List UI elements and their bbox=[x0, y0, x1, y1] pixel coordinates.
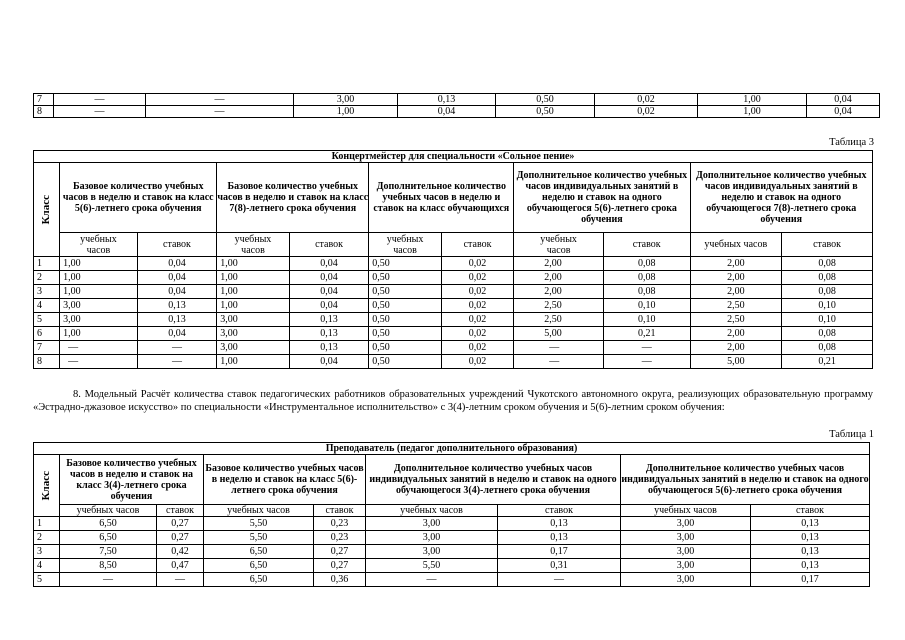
table-cell: 3,00 bbox=[366, 545, 498, 559]
table-cell: 0,42 bbox=[157, 545, 204, 559]
table-cell: 0,27 bbox=[157, 531, 204, 545]
table-3-caption: Таблица 3 bbox=[829, 137, 874, 148]
table-cell: — bbox=[498, 573, 621, 587]
table-cell: 0,04 bbox=[289, 355, 369, 369]
group-header: Базовое количество учебных часов в неделю и ставок на класс 5(6)-летнего срока обучения bbox=[60, 163, 217, 233]
class-cell: 8 bbox=[34, 355, 60, 369]
table-cell: 0,47 bbox=[157, 559, 204, 573]
table-cell: 0,36 bbox=[314, 573, 366, 587]
table-cell: — bbox=[60, 341, 138, 355]
class-label: Класс bbox=[40, 194, 53, 225]
class-cell: 3 bbox=[34, 545, 60, 559]
table-cell: 0,27 bbox=[314, 545, 366, 559]
table-1-caption: Таблица 1 bbox=[829, 429, 874, 440]
table-cell: 0,08 bbox=[603, 285, 690, 299]
table-cell: 2,50 bbox=[690, 299, 782, 313]
table-cell: 0,04 bbox=[289, 271, 369, 285]
table-cell: 0,08 bbox=[782, 341, 873, 355]
table-cell: 5,50 bbox=[204, 531, 314, 545]
group-header: Дополнительное количество учебных часов индивидуальных занятий в неделю и ставок на одного обучающегося 5(6)-летнего срока обучения bbox=[621, 455, 870, 505]
table-cell: — bbox=[146, 106, 294, 118]
table-cell: — bbox=[603, 355, 690, 369]
table-cell: — bbox=[146, 94, 294, 106]
table-cell: — bbox=[137, 355, 217, 369]
table-cell: 3,00 bbox=[621, 573, 751, 587]
table-cell: 3,00 bbox=[621, 531, 751, 545]
subheader-rate: ставок bbox=[441, 233, 514, 257]
table-cell: 1,00 bbox=[294, 106, 398, 118]
table-cell: 1,00 bbox=[217, 257, 290, 271]
table-cell: 0,04 bbox=[137, 257, 217, 271]
table-cell: 0,50 bbox=[369, 327, 442, 341]
table-cell: 0,04 bbox=[807, 94, 880, 106]
class-cell: 5 bbox=[34, 573, 60, 587]
table-cell: 0,23 bbox=[314, 531, 366, 545]
table-cell: 6,50 bbox=[60, 517, 157, 531]
table-cell: 0,27 bbox=[157, 517, 204, 531]
table-cell: 0,13 bbox=[137, 313, 217, 327]
table-cell: 6,50 bbox=[60, 531, 157, 545]
subheader-rate: ставок bbox=[498, 505, 621, 517]
table-row bbox=[34, 106, 880, 118]
table-cell: 0,02 bbox=[441, 271, 514, 285]
table-cell: 0,13 bbox=[751, 559, 870, 573]
continuation-table bbox=[33, 93, 880, 118]
table-cell: 1,00 bbox=[60, 285, 138, 299]
table-title: Концертмейстер для специальности «Сольное пение» bbox=[34, 151, 873, 163]
table-cell: 3,00 bbox=[621, 559, 751, 573]
table-cell: 0,08 bbox=[782, 327, 873, 341]
table-cell: 0,13 bbox=[289, 341, 369, 355]
table-cell: 5,50 bbox=[366, 559, 498, 573]
table-cell: — bbox=[514, 341, 604, 355]
table-cell: 2,00 bbox=[690, 285, 782, 299]
class-cell: 5 bbox=[34, 313, 60, 327]
table-cell: 8,50 bbox=[60, 559, 157, 573]
class-cell: 2 bbox=[34, 271, 60, 285]
table-cell: 0,08 bbox=[603, 257, 690, 271]
table-cell: 0,50 bbox=[369, 355, 442, 369]
table-cell: 0,08 bbox=[782, 285, 873, 299]
class-cell: 4 bbox=[34, 299, 60, 313]
table-cell: 1,00 bbox=[60, 271, 138, 285]
table-cell: 2,00 bbox=[514, 257, 604, 271]
subheader-hours: учебных часов bbox=[204, 505, 314, 517]
table-cell: 0,04 bbox=[137, 285, 217, 299]
subheader-rate: ставок bbox=[314, 505, 366, 517]
table-cell: 0,50 bbox=[496, 106, 595, 118]
table-cell: 2,50 bbox=[514, 313, 604, 327]
subheader-rate: ставок bbox=[603, 233, 690, 257]
table-cell: 0,10 bbox=[603, 313, 690, 327]
class-cell: 6 bbox=[34, 327, 60, 341]
group-header: Дополнительное количество учебных часов в неделю и ставок на класс обучающихся bbox=[369, 163, 514, 233]
table-cell: 0,02 bbox=[441, 327, 514, 341]
table-cell: 3,00 bbox=[217, 327, 290, 341]
subheader-hours: учебных часов bbox=[60, 233, 138, 257]
table-cell: 0,13 bbox=[137, 299, 217, 313]
table-cell: 0,31 bbox=[498, 559, 621, 573]
table-cell: — bbox=[157, 573, 204, 587]
table-cell: 0,10 bbox=[782, 299, 873, 313]
table-cell: — bbox=[60, 573, 157, 587]
table-cell: 0,50 bbox=[369, 257, 442, 271]
table-cell: 2,00 bbox=[690, 271, 782, 285]
subheader-hours: учебных часов bbox=[621, 505, 751, 517]
table-cell: 3,00 bbox=[294, 94, 398, 106]
subheader-rate: ставок bbox=[289, 233, 369, 257]
table-cell: 0,08 bbox=[603, 271, 690, 285]
table-cell: 0,17 bbox=[751, 573, 870, 587]
table-cell: 3,00 bbox=[60, 313, 138, 327]
table-row bbox=[34, 531, 870, 545]
table-cell: 0,13 bbox=[289, 327, 369, 341]
table-cell: 5,50 bbox=[204, 517, 314, 531]
table-cell: 0,50 bbox=[369, 299, 442, 313]
table-cell: 0,04 bbox=[289, 299, 369, 313]
table-cell: 3,00 bbox=[621, 517, 751, 531]
subheader-rate: ставок bbox=[782, 233, 873, 257]
table-cell: 2,00 bbox=[514, 271, 604, 285]
table-cell: — bbox=[514, 355, 604, 369]
table-cell: 2,00 bbox=[690, 257, 782, 271]
table-cell: 0,13 bbox=[398, 94, 496, 106]
class-cell: 2 bbox=[34, 531, 60, 545]
subheader-rate: ставок bbox=[751, 505, 870, 517]
table-cell: 5,00 bbox=[690, 355, 782, 369]
table-cell: 2,00 bbox=[514, 285, 604, 299]
group-header: Базовое количество учебных часов в неделю и ставок на класс 3(4)-летнего срока обучения bbox=[60, 455, 204, 505]
subheader-hours: учебных часов bbox=[366, 505, 498, 517]
class-cell: 4 bbox=[34, 559, 60, 573]
table-row bbox=[34, 545, 870, 559]
table-cell: 1,00 bbox=[217, 271, 290, 285]
table-cell: 0,02 bbox=[441, 299, 514, 313]
table-row bbox=[34, 257, 873, 271]
table-cell: 0,04 bbox=[289, 257, 369, 271]
table-cell: 0,04 bbox=[137, 327, 217, 341]
table-cell: 0,04 bbox=[289, 285, 369, 299]
subheader-hours: учебных часов bbox=[369, 233, 442, 257]
table-cell: 1,00 bbox=[217, 285, 290, 299]
table-cell: 3,00 bbox=[621, 545, 751, 559]
table-cell: 0,13 bbox=[751, 531, 870, 545]
table-cell: 0,13 bbox=[498, 531, 621, 545]
table-cell: 0,02 bbox=[595, 106, 698, 118]
table-cell: 0,02 bbox=[441, 257, 514, 271]
table-cell: 0,04 bbox=[398, 106, 496, 118]
table-cell: 0,10 bbox=[603, 299, 690, 313]
table-cell: — bbox=[60, 355, 138, 369]
table-row bbox=[34, 271, 873, 285]
class-cell: 7 bbox=[34, 94, 54, 106]
table-cell: 1,00 bbox=[60, 257, 138, 271]
table-cell: 3,00 bbox=[60, 299, 138, 313]
subheader-hours: учебных часов bbox=[690, 233, 782, 257]
table-cell: 1,00 bbox=[698, 106, 807, 118]
table-cell: 0,04 bbox=[807, 106, 880, 118]
table-row bbox=[34, 341, 873, 355]
table-cell: 3,00 bbox=[366, 531, 498, 545]
table-cell: — bbox=[366, 573, 498, 587]
table-cell: — bbox=[603, 341, 690, 355]
table-cell: 0,04 bbox=[137, 271, 217, 285]
table-cell: 1,00 bbox=[217, 299, 290, 313]
group-header: Базовое количество учебных часов в неделю и ставок на класс 5(6)-летнего срока обучения bbox=[204, 455, 366, 505]
table-title: Преподаватель (педагог дополнительного образования) bbox=[34, 443, 870, 455]
table-cell: — bbox=[54, 106, 146, 118]
group-header: Дополнительное количество учебных часов индивидуальных занятий в неделю и ставок на одного обучающегося 7(8)-летнего срока обучения bbox=[690, 163, 873, 233]
table-cell: 0,13 bbox=[289, 313, 369, 327]
table-cell: 0,17 bbox=[498, 545, 621, 559]
table-cell: 0,02 bbox=[595, 94, 698, 106]
table-row bbox=[34, 517, 870, 531]
table-cell: 0,21 bbox=[603, 327, 690, 341]
subheader-hours: учебных часов bbox=[217, 233, 290, 257]
table-cell: 6,50 bbox=[204, 545, 314, 559]
table-cell: 0,23 bbox=[314, 517, 366, 531]
table-row bbox=[34, 355, 873, 369]
table-cell: 3,00 bbox=[217, 341, 290, 355]
group-header: Дополнительное количество учебных часов индивидуальных занятий в неделю и ставок на одного обучающегося 3(4)-летнего срока обучения bbox=[366, 455, 621, 505]
class-cell: 3 bbox=[34, 285, 60, 299]
class-header bbox=[34, 163, 60, 257]
subheader-hours: учебных часов bbox=[60, 505, 157, 517]
table-cell: 6,50 bbox=[204, 559, 314, 573]
table-cell: 0,13 bbox=[498, 517, 621, 531]
table-row bbox=[34, 573, 870, 587]
table-cell: 0,08 bbox=[782, 257, 873, 271]
table-cell: 1,00 bbox=[217, 355, 290, 369]
table-cell: 0,13 bbox=[751, 517, 870, 531]
table-cell: 0,50 bbox=[369, 341, 442, 355]
table-cell: — bbox=[137, 341, 217, 355]
table-cell: 0,13 bbox=[751, 545, 870, 559]
class-cell: 8 bbox=[34, 106, 54, 118]
subheader-hours: учебных часов bbox=[514, 233, 604, 257]
table-cell: 6,50 bbox=[204, 573, 314, 587]
table-cell: 3,00 bbox=[366, 517, 498, 531]
table-cell: 2,00 bbox=[690, 341, 782, 355]
class-cell: 7 bbox=[34, 341, 60, 355]
table-row bbox=[34, 299, 873, 313]
table-cell: 5,00 bbox=[514, 327, 604, 341]
table-row bbox=[34, 313, 873, 327]
class-label: Класс bbox=[40, 470, 52, 501]
table-cell: 0,08 bbox=[782, 271, 873, 285]
table-cell: 0,27 bbox=[314, 559, 366, 573]
table-cell: 1,00 bbox=[60, 327, 138, 341]
table-cell: 0,02 bbox=[441, 313, 514, 327]
table-cell: 0,50 bbox=[369, 271, 442, 285]
subheader-rate: ставок bbox=[157, 505, 204, 517]
class-header bbox=[34, 455, 60, 517]
table-cell: 0,50 bbox=[369, 285, 442, 299]
table-cell: 7,50 bbox=[60, 545, 157, 559]
table-row bbox=[34, 285, 873, 299]
table-cell: 0,10 bbox=[782, 313, 873, 327]
subheader-rate: ставок bbox=[137, 233, 217, 257]
table-cell: 0,02 bbox=[441, 285, 514, 299]
table-cell: 3,00 bbox=[217, 313, 290, 327]
class-cell: 1 bbox=[34, 257, 60, 271]
table-cell: 0,50 bbox=[369, 313, 442, 327]
group-header: Дополнительное количество учебных часов индивидуальных занятий в неделю и ставок на одного обучающегося 5(6)-летнего срока обучения bbox=[514, 163, 690, 233]
table-1 bbox=[33, 442, 870, 587]
table-row bbox=[34, 94, 880, 106]
table-cell: 0,21 bbox=[782, 355, 873, 369]
table-cell: 1,00 bbox=[698, 94, 807, 106]
section-paragraph: 8. Модельный Расчёт количества ставок педагогических работников образовательных учреждений Чукотского автономного округа, реализующих образовательную программу «Эстрадно-джазовое искусство» по специальности «Инструментальное исполнительство» с 3(4)-летним сроком обучения и 5(6)-летним сроком обучения: bbox=[33, 389, 873, 413]
table-row bbox=[34, 559, 870, 573]
table-cell: 0,50 bbox=[496, 94, 595, 106]
table-cell: 2,00 bbox=[690, 327, 782, 341]
table-cell: 2,50 bbox=[514, 299, 604, 313]
class-cell: 1 bbox=[34, 517, 60, 531]
table-cell: 0,02 bbox=[441, 341, 514, 355]
table-cell: 2,50 bbox=[690, 313, 782, 327]
table-row bbox=[34, 327, 873, 341]
table-cell: 0,02 bbox=[441, 355, 514, 369]
table-cell: — bbox=[54, 94, 146, 106]
group-header: Базовое количество учебных часов в неделю и ставок на класс 7(8)-летнего срока обучения bbox=[217, 163, 369, 233]
table-3 bbox=[33, 150, 873, 369]
